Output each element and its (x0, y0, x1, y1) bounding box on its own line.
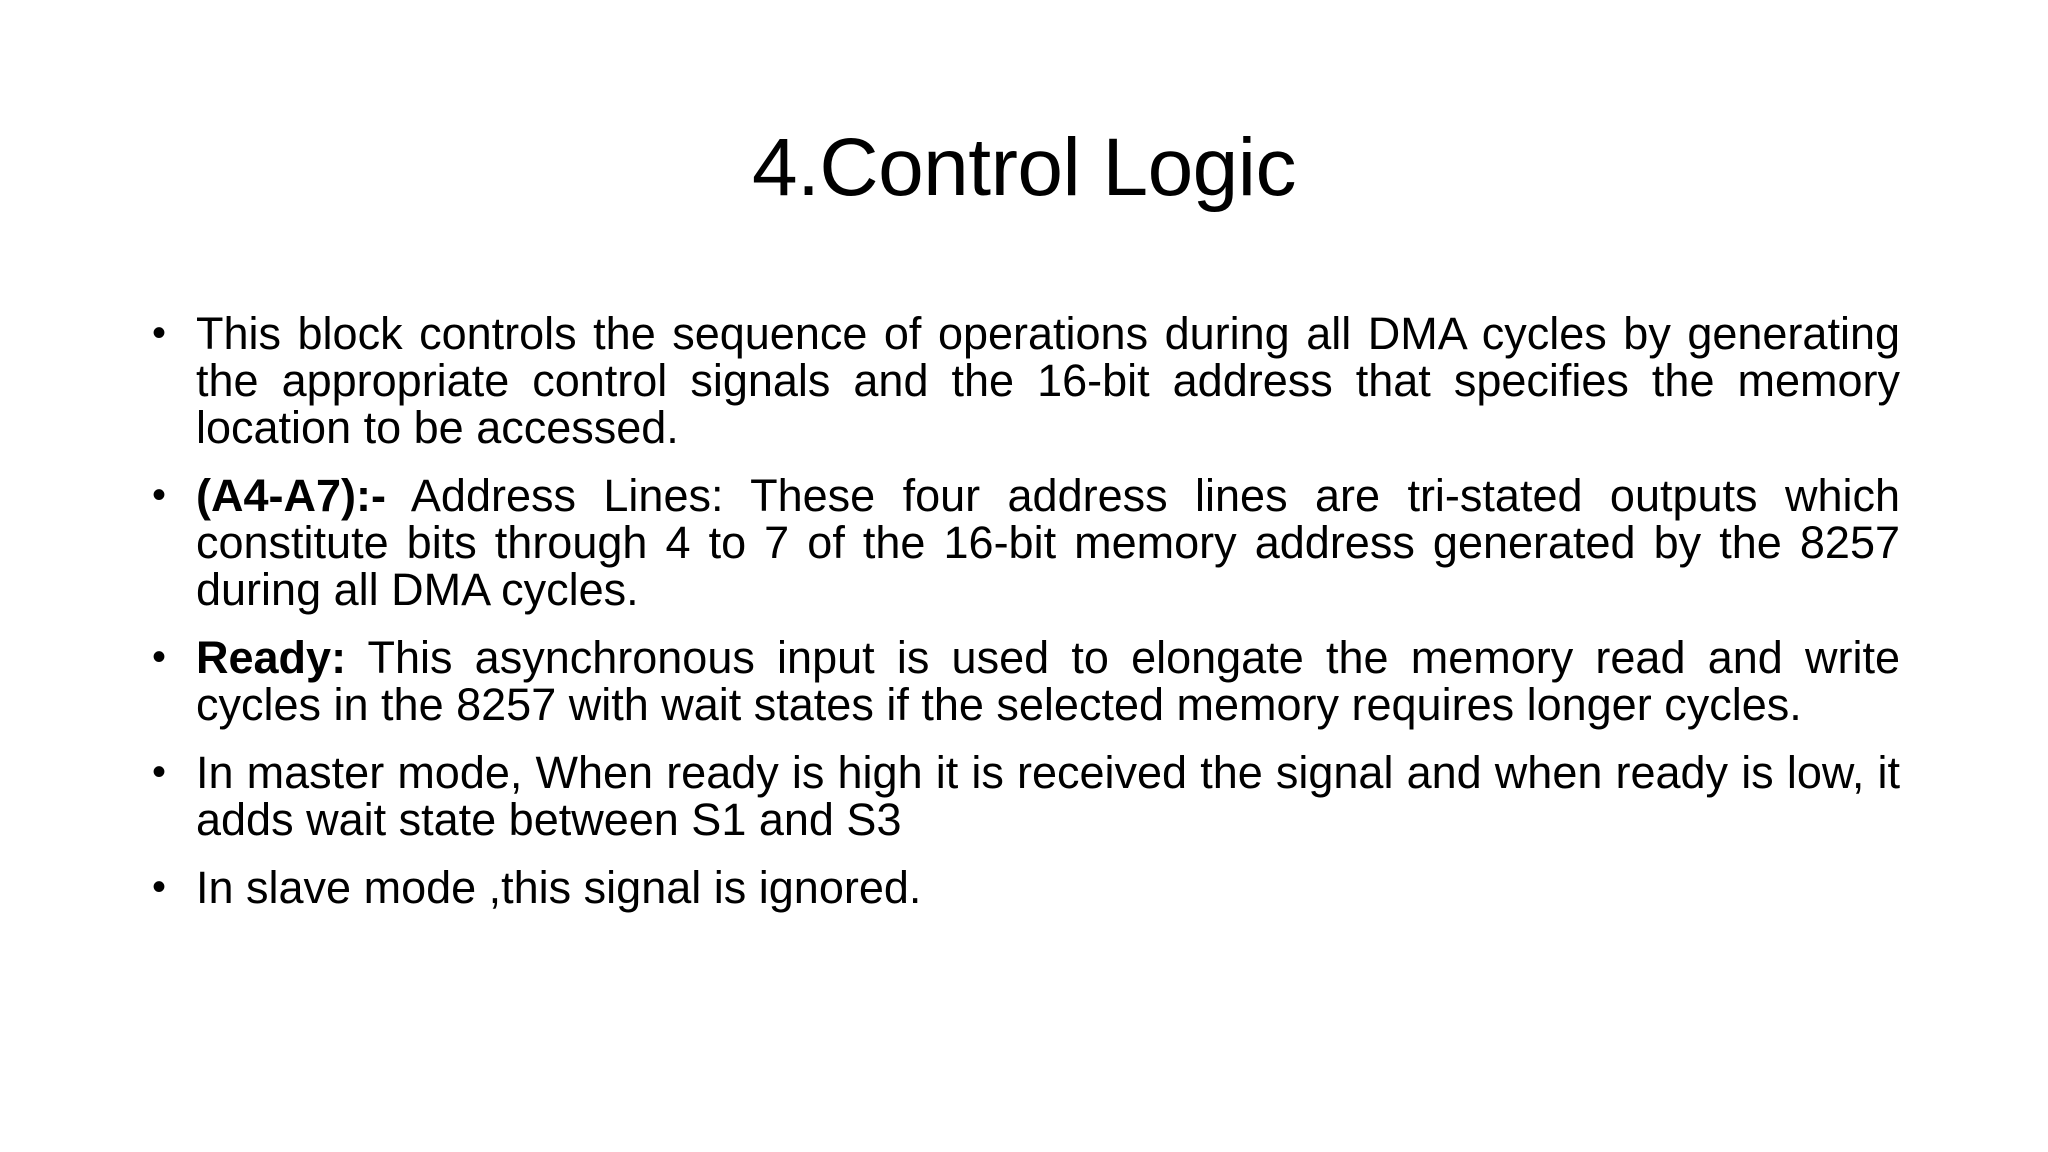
bullet-item-slave-mode (152, 864, 1900, 911)
bullet-text: This asynchronous input is used to elongate the memory read and write cycles in the 8257 with wait states if the selected memory requires longer cycles. (196, 632, 1900, 730)
bullet-dot-icon: • (152, 750, 167, 794)
bullet-item-ready (152, 634, 1900, 728)
slide-title: 4.Control Logic (751, 122, 1297, 213)
bullet-item-address-lines (152, 472, 1900, 613)
bullet-item-master-mode (152, 749, 1900, 843)
bullet-text: In slave mode ,this signal is ignored. (196, 862, 922, 913)
bullet-dot-icon: • (152, 865, 167, 909)
bullet-list (152, 310, 1900, 932)
bullet-dot-icon: • (152, 635, 167, 679)
bullet-text: This block controls the sequence of operations during all DMA cycles by generating the appropriate control signals and the 16-bit address that specifies the memory location to be accessed. (196, 308, 1900, 453)
bullet-text: In master mode, When ready is high it is received the signal and when ready is low, it adds wait state between S1 and S3 (196, 747, 1900, 845)
bullet-dot-icon: • (152, 311, 167, 355)
bullet-lead: Ready: (196, 632, 347, 683)
bullet-dot-icon: • (152, 473, 167, 517)
bullet-lead: (A4-A7):- (196, 470, 386, 521)
bullet-text: Address Lines: These four address lines are tri-stated outputs which constitute bits through 4 to 7 of the 16-bit memory address generated by the 8257 during all DMA cycles. (196, 470, 1900, 615)
bullet-item-sequence-control (152, 310, 1900, 451)
